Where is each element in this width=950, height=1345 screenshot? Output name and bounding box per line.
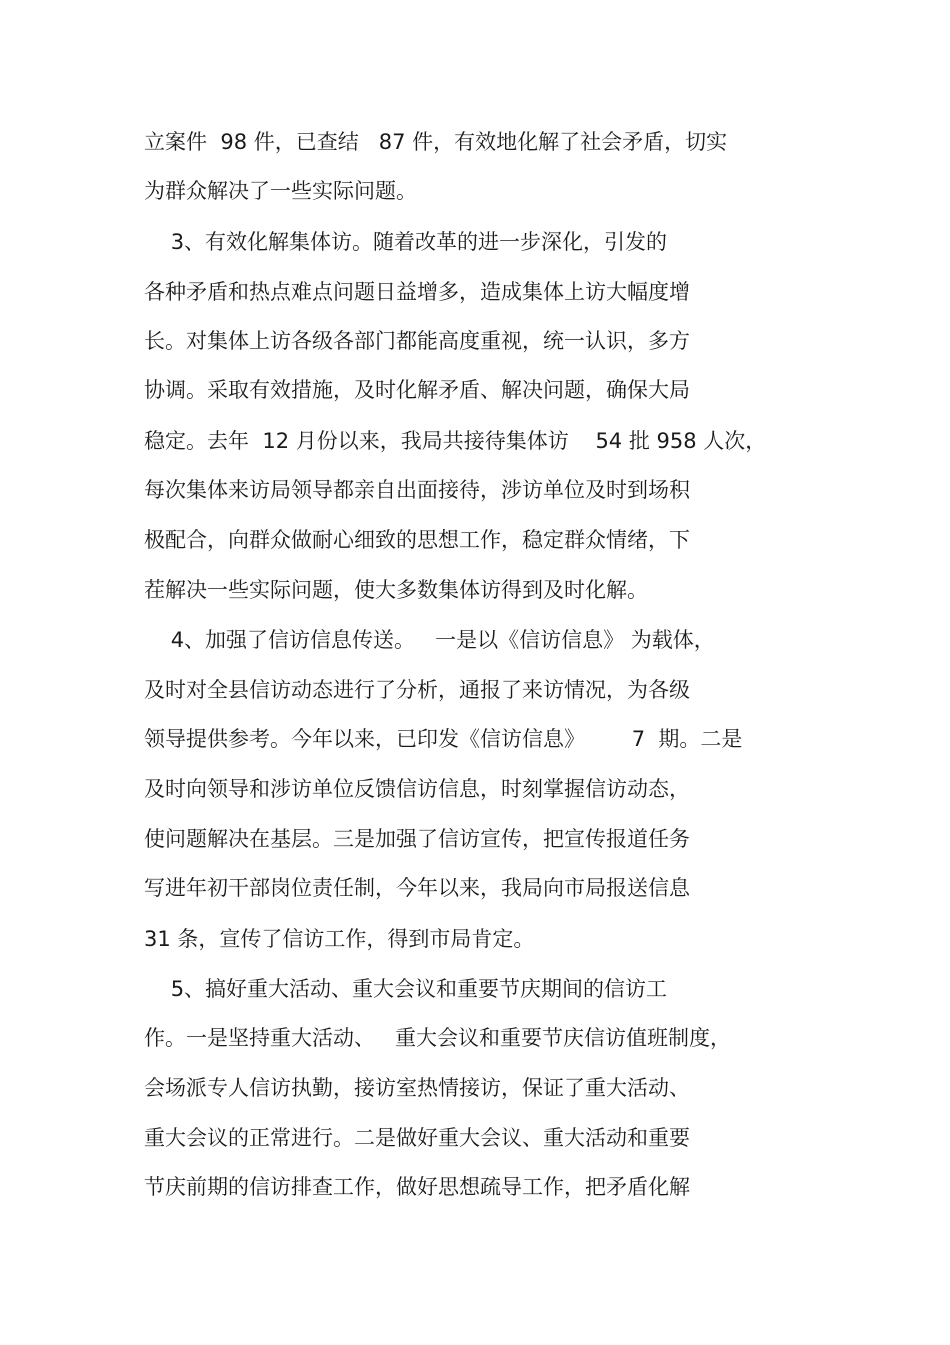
- text-line: 重大会议的正常进行。二是做好重大会议、重大活动和重要: [144, 1126, 690, 1150]
- text-line: 各种矛盾和热点难点问题日益增多，造成集体上访大幅度增: [144, 280, 690, 304]
- text-line: 写进年初干部岗位责任制，今年以来，我局向市局报送信息: [144, 876, 690, 900]
- text-line: 为群众解决了一些实际问题。: [144, 179, 417, 203]
- paragraph-5-start: 5、搞好重大活动、重大会议和重要节庆期间的信访工: [144, 977, 668, 1001]
- text-line: 极配合，向群众做耐心细致的思想工作，稳定群众情绪，下: [144, 528, 690, 552]
- text-line: 每次集体来访局领导都亲自出面接待，涉访单位及时到场积: [144, 478, 690, 502]
- text-line: 及时对全县信访动态进行了分析，通报了来访情况，为各级: [144, 678, 690, 702]
- paragraph-3-start: 3、有效化解集体访。随着改革的进一步深化，引发的: [144, 230, 668, 254]
- text-line: 领导提供参考。今年以来，已印发《信访信息》 7 期。二是: [144, 727, 743, 751]
- text-line: 立案件 98 件，已查结 87 件，有效地化解了社会矛盾，切实: [144, 130, 728, 154]
- text-line: 稳定。去年 12 月份以来，我局共接待集体访 54 批 958 人次，: [144, 429, 767, 453]
- text-line: 长。对集体上访各级各部门都能高度重视，统一认识，多方: [144, 329, 690, 353]
- text-line: 31 条，宣传了信访工作，得到市局肯定。: [144, 927, 535, 951]
- text-line: 节庆前期的信访排查工作，做好思想疏导工作，把矛盾化解: [144, 1175, 690, 1199]
- paragraph-4-start: 4、加强了信访信息传送。 一是以《信访信息》 为载体，: [144, 628, 715, 652]
- text-line: 使问题解决在基层。三是加强了信访宣传，把宣传报道任务: [144, 827, 690, 851]
- text-line: 作。一是坚持重大活动、 重大会议和重要节庆信访值班制度，: [144, 1026, 732, 1050]
- text-line: 及时向领导和涉访单位反馈信访信息，时刻掌握信访动态，: [144, 777, 690, 801]
- text-line: 会场派专人信访执勤，接访室热情接访，保证了重大活动、: [144, 1076, 690, 1100]
- text-line: 协调。采取有效措施，及时化解矛盾、解决问题，确保大局: [144, 378, 690, 402]
- text-line: 茬解决一些实际问题，使大多数集体访得到及时化解。: [144, 578, 648, 602]
